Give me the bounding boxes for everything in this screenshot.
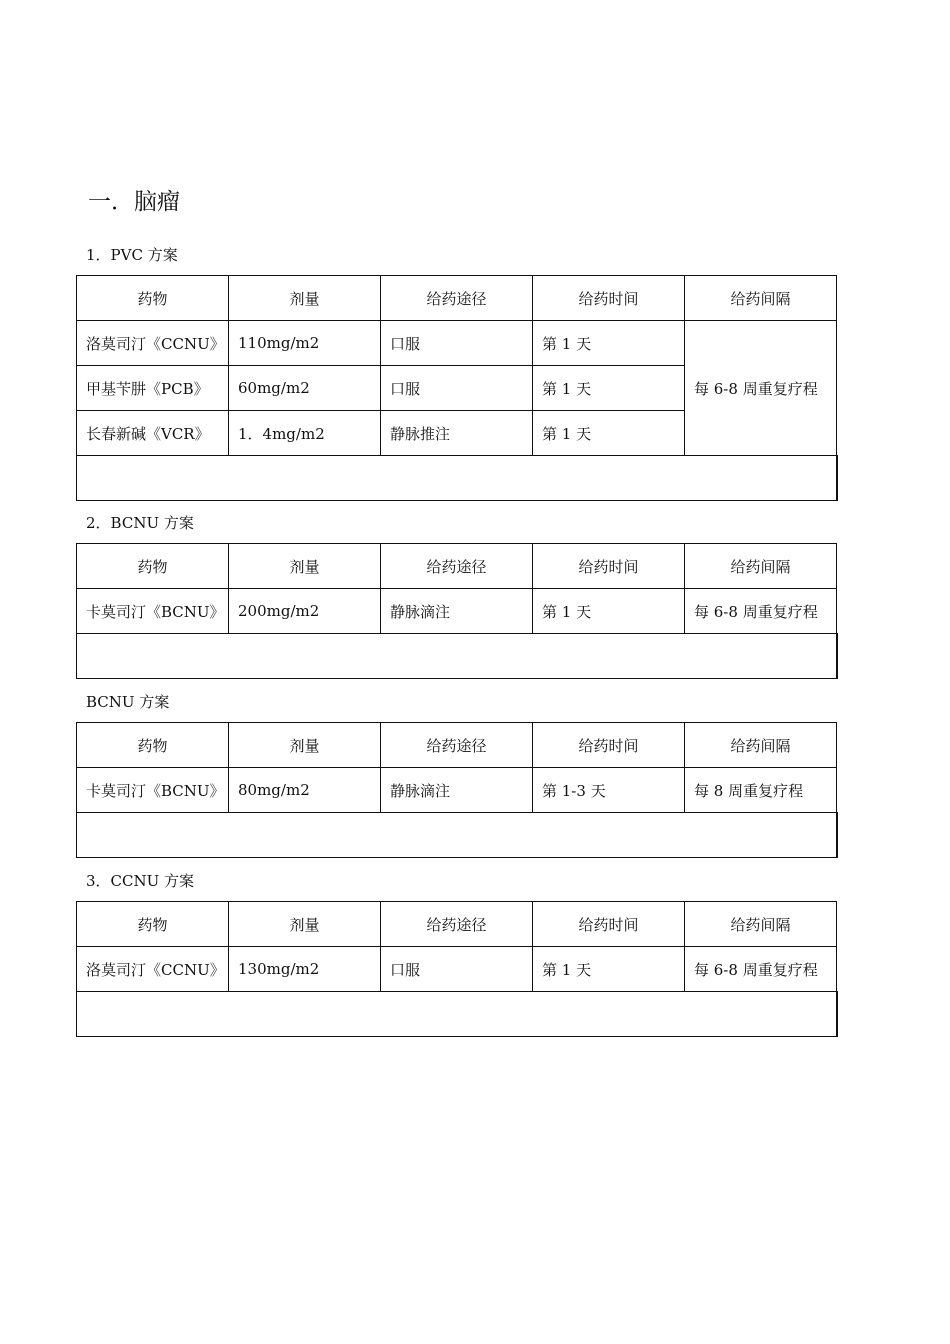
header-drug: 药物 <box>77 544 229 589</box>
section-label-ccnu: 3．CCNU 方案 <box>86 872 195 890</box>
drug-cell: 甲基苄肼《PCB》 <box>77 366 229 411</box>
route-cell: 静脉推注 <box>381 411 533 456</box>
table-header-row <box>77 544 837 589</box>
empty-cell <box>77 813 837 858</box>
header-route: 给药途径 <box>381 276 533 321</box>
dose-cell: 200mg/m2 <box>229 589 381 634</box>
route-cell: 静脉滴注 <box>381 768 533 813</box>
section-label-pvc: 1．PVC 方案 <box>86 246 178 264</box>
interval-cell: 每 6-8 周重复疗程 <box>685 589 837 634</box>
section-label-bcnu: 2．BCNU 方案 <box>86 514 194 532</box>
header-time: 给药时间 <box>533 723 685 768</box>
drug-cell: 卡莫司汀《BCNU》 <box>77 768 229 813</box>
dose-cell: 130mg/m2 <box>229 947 381 992</box>
dose-cell: 60mg/m2 <box>229 366 381 411</box>
interval-cell: 每 8 周重复疗程 <box>685 768 837 813</box>
time-cell: 第 1-3 天 <box>533 768 685 813</box>
header-route: 给药途径 <box>381 723 533 768</box>
header-route: 给药途径 <box>381 902 533 947</box>
header-interval: 给药间隔 <box>685 723 837 768</box>
section-label-bcnu-alt: BCNU 方案 <box>86 693 170 711</box>
table-row <box>77 768 837 813</box>
drug-cell: 卡莫司汀《BCNU》 <box>77 589 229 634</box>
table-empty-row <box>77 634 837 679</box>
route-cell: 静脉滴注 <box>381 589 533 634</box>
header-dose: 剂量 <box>229 276 381 321</box>
table-empty-row <box>77 813 837 858</box>
header-time: 给药时间 <box>533 902 685 947</box>
dose-cell: 80mg/m2 <box>229 768 381 813</box>
header-time: 给药时间 <box>533 276 685 321</box>
drug-cell: 长春新碱《VCR》 <box>77 411 229 456</box>
time-cell: 第 1 天 <box>533 589 685 634</box>
route-cell: 口服 <box>381 947 533 992</box>
interval-cell: 每 6-8 周重复疗程 <box>685 321 837 456</box>
header-interval: 给药间隔 <box>685 276 837 321</box>
time-cell: 第 1 天 <box>533 321 685 366</box>
header-drug: 药物 <box>77 723 229 768</box>
table-empty-row <box>77 456 837 501</box>
header-drug: 药物 <box>77 276 229 321</box>
time-cell: 第 1 天 <box>533 411 685 456</box>
header-interval: 给药间隔 <box>685 902 837 947</box>
table-row <box>77 321 837 366</box>
dose-cell: 1．4mg/m2 <box>229 411 381 456</box>
route-cell: 口服 <box>381 366 533 411</box>
header-time: 给药时间 <box>533 544 685 589</box>
table-row <box>77 589 837 634</box>
dose-cell: 110mg/m2 <box>229 321 381 366</box>
table-row <box>77 947 837 992</box>
regimen-table-bcnu-alt <box>76 722 838 858</box>
interval-cell: 每 6-8 周重复疗程 <box>685 947 837 992</box>
drug-cell: 洛莫司汀《CCNU》 <box>77 321 229 366</box>
header-route: 给药途径 <box>381 544 533 589</box>
table-header-row <box>77 723 837 768</box>
table-header-row <box>77 276 837 321</box>
table-header-row <box>77 902 837 947</box>
time-cell: 第 1 天 <box>533 947 685 992</box>
time-cell: 第 1 天 <box>533 366 685 411</box>
header-dose: 剂量 <box>229 902 381 947</box>
page-title: 一．脑瘤 <box>88 189 180 215</box>
regimen-table-ccnu <box>76 901 838 1037</box>
route-cell: 口服 <box>381 321 533 366</box>
regimen-table-pvc <box>76 275 838 501</box>
regimen-table-bcnu <box>76 543 838 679</box>
table-empty-row <box>77 992 837 1037</box>
header-dose: 剂量 <box>229 544 381 589</box>
drug-cell: 洛莫司汀《CCNU》 <box>77 947 229 992</box>
empty-cell <box>77 634 837 679</box>
header-interval: 给药间隔 <box>685 544 837 589</box>
empty-cell <box>77 456 837 501</box>
header-drug: 药物 <box>77 902 229 947</box>
header-dose: 剂量 <box>229 723 381 768</box>
empty-cell <box>77 992 837 1037</box>
